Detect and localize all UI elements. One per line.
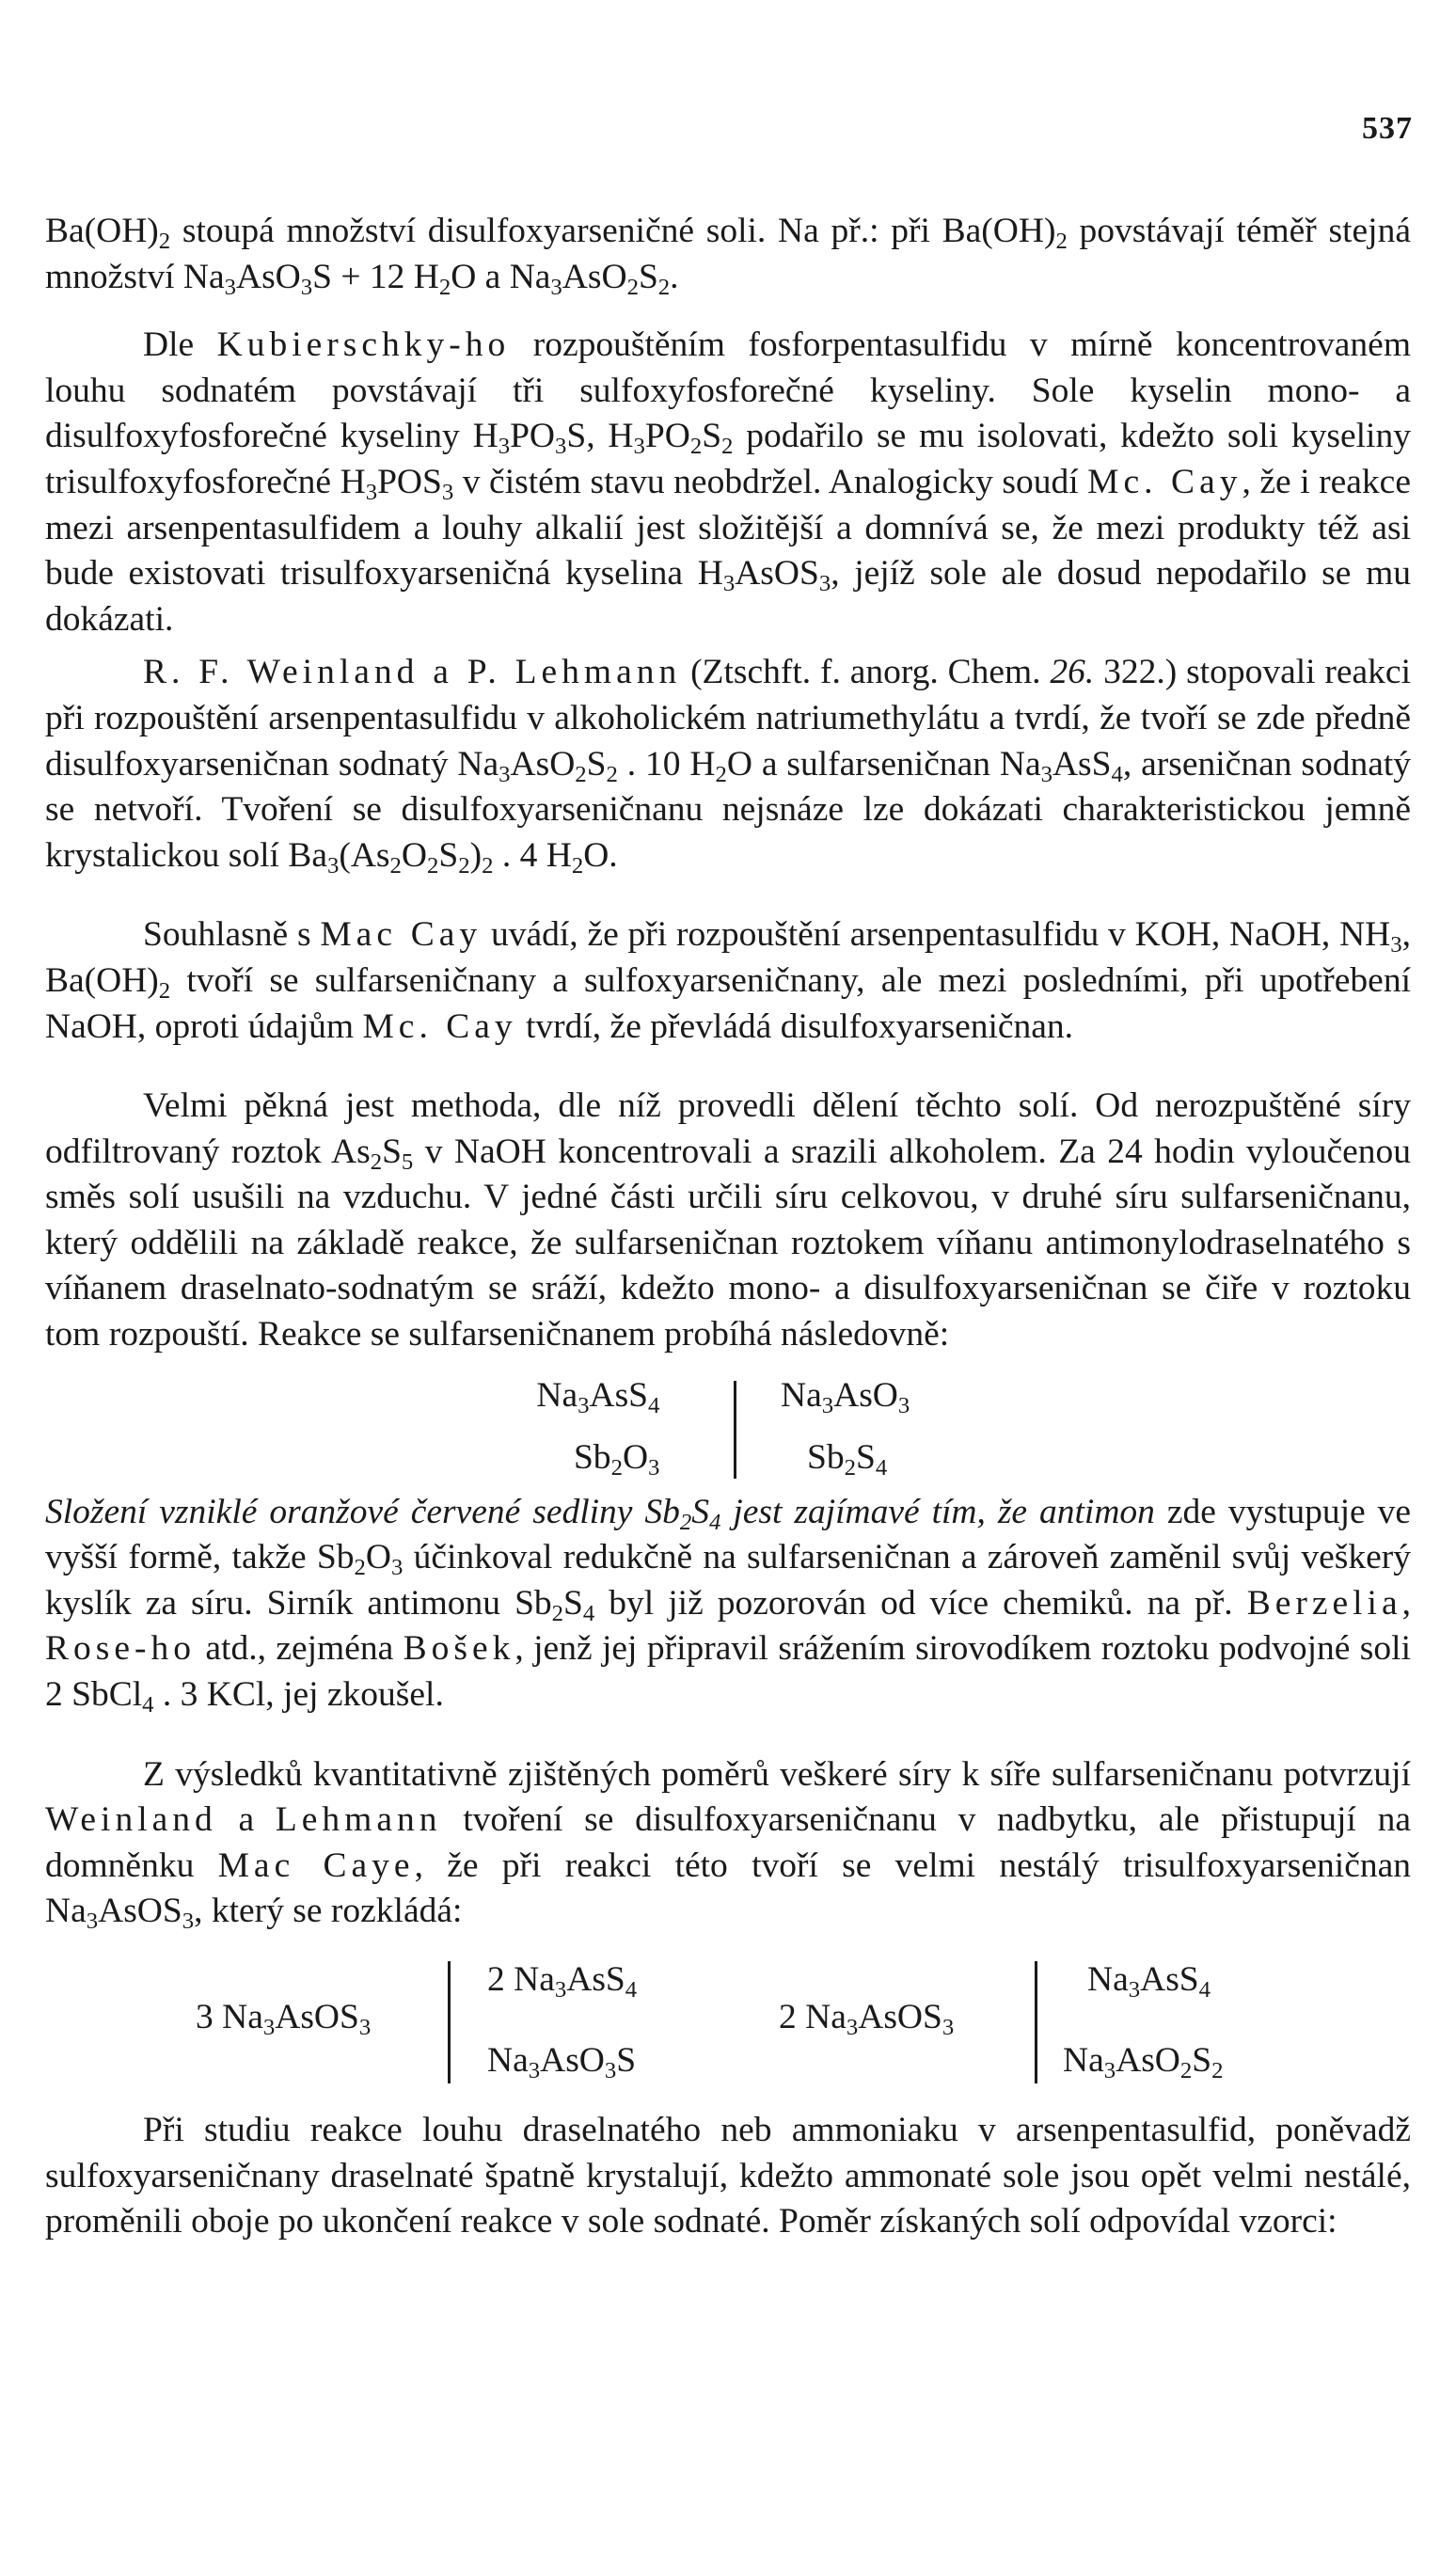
author-name: Weinland [45, 1800, 217, 1840]
formula-product-top-left: 2 $Na_3AsS_4$ [487, 1960, 638, 2003]
page-number: 537 [1362, 111, 1413, 146]
paragraph-6: Složení vzniklé oranžové červené sedliny $Sb_2S_4$ jest zajímavé tím, že antimon zde vystupuje ve vyšší formě, takže $Sb_2O_3$ účinkoval redukčně na sulfarseničnan a zároveň zaměnil svůj veškerý kyslík za síru. Sirník antimonu $Sb_2S_4$ byl již pozorován od více chemiků. na př. Berzelia, Rose-ho atd., zejména Bošek, jenž jej připravil srážením sirovodíkem roztoku podvojné soli 2 SbCl$_4$ . 3 KCl, jej zkoušel. [45, 1492, 1412, 1718]
formula-product-bottom-left: $Na_3AsO_3S$ [487, 2041, 637, 2083]
paragraph-8: Při studiu reakce louhu draselnatého neb ammoniaku v arsenpentasulfid, poněvadž sulfoxyarseničnany draselnaté špatně krystalují, kdežto ammonaté sole jsou opět velmi nestálé, proměnili oboje po ukončení reakce v sole sodnaté. Poměr získaných solí odpovídal vzorci: [45, 2111, 1411, 2241]
formula-reactant-top: $Na_3AsS_4$ [536, 1375, 660, 1418]
author-name: Mac Cay [320, 915, 483, 955]
formula-product-bottom: $Sb_2S_4$ [807, 1437, 888, 1481]
author-name: Mac Caye [217, 1845, 415, 1885]
formula-product-top-right: $Na_3AsS_4$ [1087, 1960, 1211, 2003]
paragraph-3: R. F. Weinland a P. Lehmann (Ztschft. f. anorg. Chem. 26. 322.) stopovali reakci při rozpouštění arsenpentasulfidu v alkoholickém natriumethylátu a tvrdí, že tvoří se zde předně disulfoxyarseničnan sodnatý $Na_3AsO_2S_2$ . 10 $H_2O$ a sulfarseničnan $Na_3AsS_4$, arseničnan sodnatý se netvoří. Tvoření se disulfoxyarseničnanu nejsnáze lze dokázati charakteristickou jemně krystalickou solí $Ba_3(As_2O_2S_2)_2$ . 4 $H_2O$. [45, 653, 1412, 879]
formula-product-bottom-right: $Na_3AsO_2S_2$ [1063, 2041, 1224, 2083]
formula-reactant-bottom: $Sb_2O_3$ [573, 1437, 660, 1481]
formula-divider [734, 1381, 736, 1479]
author-name: Bošek [403, 1629, 515, 1669]
formula-divider-right [1035, 1961, 1037, 2083]
formula-product-top: $Na_3AsO_3$ [781, 1375, 910, 1418]
author-name: Mc. Cay [1087, 462, 1242, 501]
author-name: Lehmann [275, 1800, 442, 1840]
formula-reactant-center: 2 $Na_3AsOS_3$ [779, 1998, 955, 2040]
reaction-formula-1 [45, 1368, 1411, 1490]
author-name: Mc. Cay [362, 1006, 517, 1046]
paragraph-2: Dle Kubierschky-ho rozpouštěním fosforpentasulfidu v mírně koncentrovaném louhu sodnatém povstávají tři sulfoxyfosforečné kyseliny. Sole kyselin mono- a disulfoxyfosforečné kyseliny $H_3PO_3S$, $H_3PO_2S_2$ podařilo se mu isolovati, kdežto soli kyseliny trisulfoxyfosforečné $H_3POS_3$ v čistém stavu neobdržel. Analogicky soudí Mc. Cay, že i reakce mezi arsenpentasulfidem a louhy alkalií jest složitější a domnívá se, že mezi produkty též asi bude existovati trisulfoxyarseničná kyselina $H_3AsOS_3$, jejíž sole ale dosud nepodařilo se mu dokázati. [45, 325, 1412, 639]
paragraph-4: Souhlasně s Mac Cay uvádí, že při rozpouštění arsenpentasulfidu v KOH, NaOH, $NH_3$, $Ba(OH)_2$ tvoří se sulfarseničnany a sulfoxyarseničnany, ale mezi posledními, při upotřebení NaOH, oproti údajům Mc. Cay tvrdí, že převládá disulfoxyarseničnan. [45, 915, 1411, 1046]
reaction-formula-2 [45, 1954, 1411, 2095]
page-body [45, 209, 1411, 2245]
formula-reactant-left: 3 $Na_3AsOS_3$ [196, 1998, 372, 2040]
paragraph-5: Velmi pěkná jest methoda, dle níž provedli dělení těchto solí. Od nerozpuštěné síry odfiltrovaný roztok $As_2S_5$ v NaOH koncentrovali a srazili alkoholem. Za 24 hodin vyloučenou směs solí usušili na vzduchu. V jedné části určili síru celkovou, v druhé síru sulfarseničnanu, který oddělili na základě reakce, že sulfarseničnan roztokem víňanu antimonylodraselnatého s víňanem draselnato-sodnatým se sráží, kdežto mono- a disulfoxyarseničnan se čiře v roztoku tom rozpouští. Reakce se sulfarseničnanem probíhá následovně: [45, 1086, 1411, 1354]
paragraph-7: Z výsledků kvantitativně zjištěných poměrů veškeré síry k síře sulfarseničnanu potvrzují Weinland a Lehmann tvoření se disulfoxyarseničnanu v nadbytku, ale přistupují na domněnku Mac Caye, že při reakci této tvoří se velmi nestálý trisulfoxyarseničnan $Na_3AsOS_3$, který se rozkládá: [45, 1754, 1411, 1935]
author-name: Berzelia [1246, 1583, 1402, 1623]
paragraph-1: $Ba(OH)_2$ stoupá množství disulfoxyarseničné soli. Na př.: při $Ba(OH)_2$ povstávají téměř stejná množství $Na_3AsO_3S + 12$ $H_2O$ a $Na_3AsO_2S_2$. [45, 212, 1411, 300]
formula-divider-left [448, 1961, 451, 2083]
author-name: R. F. Weinland a P. Lehmann [143, 653, 682, 692]
author-name: Rose-ho [45, 1629, 196, 1669]
author-name: Kubierschky-ho [216, 325, 511, 365]
